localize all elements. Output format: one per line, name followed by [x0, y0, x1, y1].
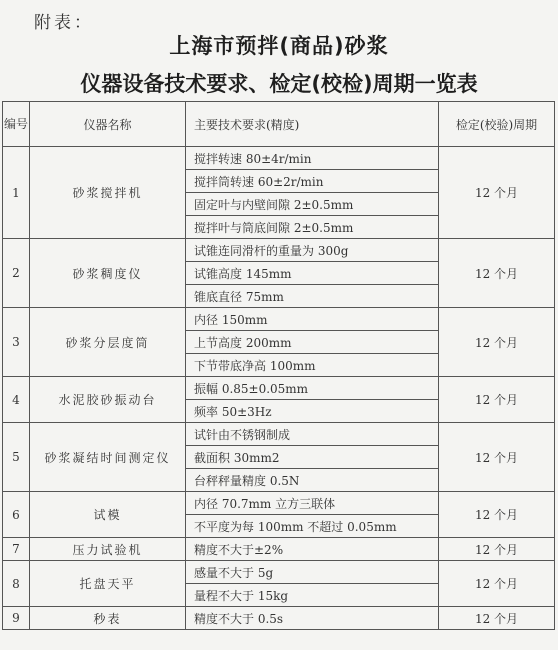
instrument-name: 秒表 — [30, 607, 186, 630]
row-number: 5 — [3, 423, 30, 492]
table-row — [3, 561, 555, 584]
instrument-table — [2, 101, 555, 630]
instrument-name: 砂浆分层度筒 — [30, 308, 186, 377]
appendix-label: 附表： — [34, 13, 94, 33]
header-instrument-name: 仪器名称 — [30, 102, 186, 147]
calibration-period: 12 个月 — [439, 607, 555, 630]
technical-requirement: 上节高度 200mm — [186, 331, 439, 354]
row-number: 6 — [3, 492, 30, 538]
instrument-name: 水泥胶砂振动台 — [30, 377, 186, 423]
technical-requirement: 搅拌转速 80±4r/min — [186, 147, 439, 170]
document-title-line1: 上海市预拌(商品)砂浆 — [169, 34, 389, 58]
row-number: 4 — [3, 377, 30, 423]
calibration-period: 12 个月 — [439, 561, 555, 607]
technical-requirement: 振幅 0.85±0.05mm — [186, 377, 439, 400]
calibration-period: 12 个月 — [439, 147, 555, 239]
technical-requirement: 台秤秤量精度 0.5N — [186, 469, 439, 492]
calibration-period: 12 个月 — [439, 308, 555, 377]
row-number: 2 — [3, 239, 30, 308]
row-number: 8 — [3, 561, 30, 607]
table-row — [3, 423, 555, 446]
technical-requirement: 试锥高度 145mm — [186, 262, 439, 285]
calibration-period: 12 个月 — [439, 538, 555, 561]
table-row — [3, 538, 555, 561]
table-row — [3, 147, 555, 170]
calibration-period: 12 个月 — [439, 492, 555, 538]
table-row — [3, 239, 555, 262]
technical-requirement: 下节带底净高 100mm — [186, 354, 439, 377]
technical-requirement: 量程不大于 15kg — [186, 584, 439, 607]
technical-requirement: 搅拌筒转速 60±2r/min — [186, 170, 439, 193]
row-number: 7 — [3, 538, 30, 561]
instrument-name: 托盘天平 — [30, 561, 186, 607]
technical-requirement: 精度不大于±2% — [186, 538, 439, 561]
instrument-name: 试模 — [30, 492, 186, 538]
calibration-period: 12 个月 — [439, 423, 555, 492]
technical-requirement: 锥底直径 75mm — [186, 285, 439, 308]
calibration-period: 12 个月 — [439, 239, 555, 308]
instrument-name: 砂浆搅拌机 — [30, 147, 186, 239]
technical-requirement: 感量不大于 5g — [186, 561, 439, 584]
technical-requirement: 频率 50±3Hz — [186, 400, 439, 423]
calibration-period: 12 个月 — [439, 377, 555, 423]
instrument-name: 砂浆凝结时间测定仪 — [30, 423, 186, 492]
row-number: 9 — [3, 607, 30, 630]
technical-requirement: 试锥连同滑杆的重量为 300g — [186, 239, 439, 262]
table-row — [3, 492, 555, 515]
table-row — [3, 308, 555, 331]
row-number: 1 — [3, 147, 30, 239]
row-number: 3 — [3, 308, 30, 377]
instrument-name: 压力试验机 — [30, 538, 186, 561]
header-period: 检定(校验)周期 — [439, 102, 555, 147]
document-title-line2: 仪器设备技术要求、检定(校检)周期一览表 — [80, 72, 478, 96]
header-requirements: 主要技术要求(精度) — [186, 102, 439, 147]
table-header-row — [3, 102, 555, 147]
technical-requirement: 试针由不锈钢制成 — [186, 423, 439, 446]
table-row — [3, 607, 555, 630]
technical-requirement: 内径 70.7mm 立方三联体 — [186, 492, 439, 515]
table-row — [3, 377, 555, 400]
technical-requirement: 内径 150mm — [186, 308, 439, 331]
header-number: 编号 — [3, 102, 30, 147]
technical-requirement: 固定叶与内壁间隙 2±0.5mm — [186, 193, 439, 216]
technical-requirement: 搅拌叶与筒底间隙 2±0.5mm — [186, 216, 439, 239]
table-body — [3, 147, 555, 630]
instrument-name: 砂浆稠度仪 — [30, 239, 186, 308]
technical-requirement: 截面积 30mm2 — [186, 446, 439, 469]
technical-requirement: 不平度为每 100mm 不超过 0.05mm — [186, 515, 439, 538]
technical-requirement: 精度不大于 0.5s — [186, 607, 439, 630]
